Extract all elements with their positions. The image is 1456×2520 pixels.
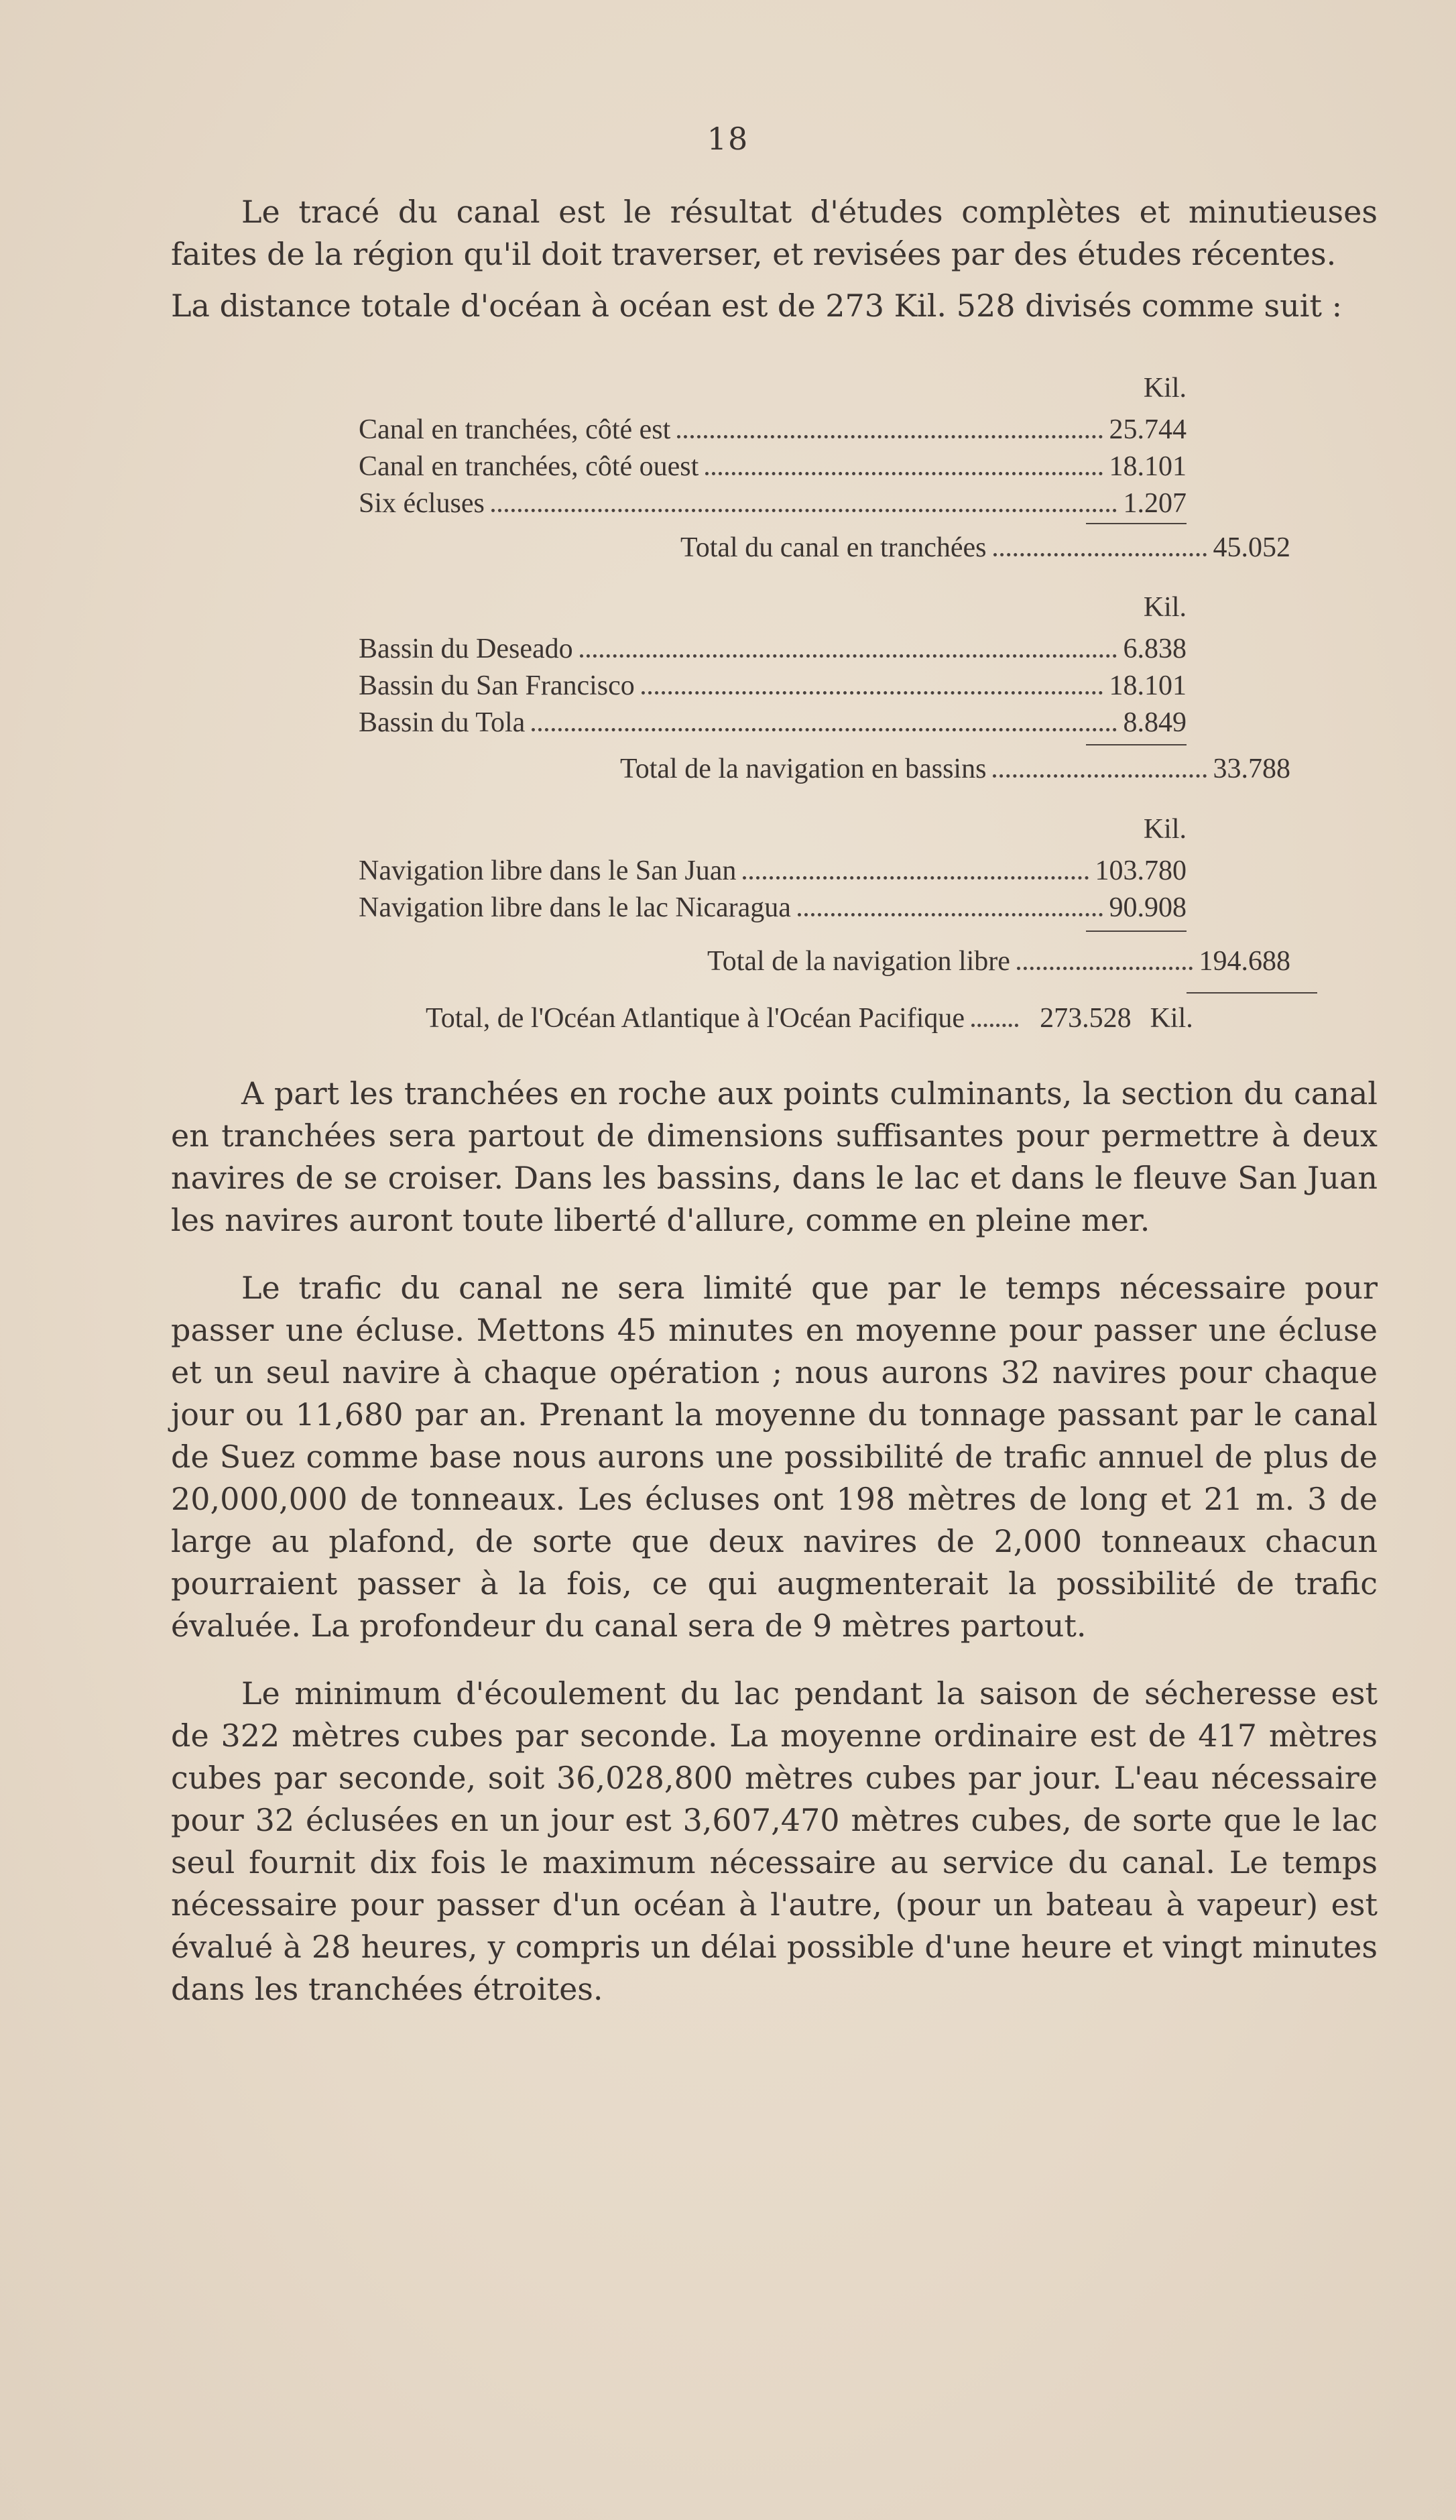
leader-dots: [993, 774, 1206, 778]
total-label: Total du canal en tranchées: [680, 532, 987, 563]
row-label: Six écluses: [359, 488, 485, 519]
table-row: [359, 892, 1187, 925]
subtotal-canal-tranchees: [680, 532, 1290, 565]
paragraph-ecoulement: Le minimum d'écoulement du lac pendant la saison de sécheresse est de 322 mètres cubes par seconde. La moyenne ordinaire est de 417 mètres cubes par seconde, soit 36,028,800 mètres cubes par jour. L'eau nécessaire pour 32 éclusées en un jour est 3,607,470 mètres cubes, de sorte que le lac seul fournit dix fois le maximum nécessaire au service du canal. Le temps nécessaire pour passer d'un océan à l'autre, (pour un bateau à vapeur) est évalué à 28 heures, y compris un délai possible d'une heure et vingt minutes dans les tranchées étroites.: [171, 1675, 1378, 2007]
leader-dots: [580, 654, 1117, 658]
total-label: Total de la navigation libre: [707, 946, 1010, 977]
page-number: 18: [707, 121, 749, 157]
leader-dots: [677, 435, 1102, 438]
grand-total-value: 273.528: [1040, 1003, 1132, 1034]
leader-dots: [743, 876, 1088, 880]
total-row: [707, 945, 1290, 979]
grand-total-label: Total, de l'Océan Atlantique à l'Océan Pacifique: [426, 1003, 965, 1034]
grand-total-rule: [1187, 992, 1317, 994]
leader-dots: [491, 509, 1117, 512]
table-navigation-libre: [359, 813, 1187, 947]
unit-header: Kil.: [1143, 592, 1187, 623]
leader-dots: [642, 691, 1103, 695]
leader-dots: [798, 913, 1103, 916]
table-row: [359, 487, 1187, 521]
leader-dots: [705, 472, 1102, 475]
unit-header: Kil.: [1143, 814, 1187, 845]
subtotal-rule: [1086, 931, 1187, 932]
leader-dots: [993, 553, 1207, 556]
table-row: [359, 855, 1187, 888]
row-label: Navigation libre dans le lac Nicaragua: [359, 892, 791, 923]
paragraph-section-canal: A part les tranchées en roche aux points culminants, la section du canal en tranchées sera partout de dimensions suffisantes pour permettre à deux navires de se croiser. Dans les bassins, dans le lac et dans le fleuve San Juan les navires auront toute liberté d'allure, comme en pleine mer.: [171, 1075, 1378, 1238]
grand-total: [426, 1002, 1364, 1036]
leader-dots: [1017, 967, 1193, 970]
subtotal-bassins: [620, 753, 1290, 786]
row-label: Canal en tranchées, côté ouest: [359, 451, 699, 482]
total-row: [620, 753, 1290, 786]
row-label: Bassin du Tola: [359, 707, 526, 738]
intro-section: [171, 191, 1378, 327]
row-label: Bassin du San Francisco: [359, 670, 635, 701]
grand-total-row: [426, 1002, 1364, 1036]
row-label: Navigation libre dans le San Juan: [359, 855, 737, 886]
intro-distance-line: La distance totale d'océan à océan est de 273 Kil. 528 divisés comme suit :: [171, 288, 1343, 324]
leader-dots: [532, 728, 1116, 731]
unit-header: Kil.: [1143, 373, 1187, 404]
total-row: [680, 532, 1290, 565]
subtotal-navigation-libre: [707, 945, 1290, 979]
body-paragraphs: [171, 1073, 1378, 2011]
table-row: [359, 633, 1187, 666]
grand-total-unit: Kil.: [1150, 1003, 1193, 1034]
row-label: Canal en tranchées, côté est: [359, 414, 671, 445]
row-value: 90.908: [1109, 892, 1187, 923]
table-row: [359, 414, 1187, 447]
table-row: [359, 451, 1187, 484]
row-value: 25.744: [1109, 414, 1187, 445]
row-label: Bassin du Deseado: [359, 634, 573, 664]
total-value: 33.788: [1213, 754, 1290, 784]
subtotal-rule: [1086, 744, 1187, 745]
row-value: 18.101: [1109, 451, 1187, 482]
row-value: 6.838: [1123, 634, 1187, 664]
row-value: 8.849: [1123, 707, 1187, 738]
row-value: 1.207: [1123, 488, 1187, 519]
total-label: Total de la navigation en bassins: [620, 754, 987, 784]
total-value: 194.688: [1199, 946, 1290, 977]
total-value: 45.052: [1213, 532, 1290, 563]
table-row: [359, 707, 1187, 740]
leader-dots: [971, 1024, 1018, 1027]
subtotal-rule: [1086, 523, 1187, 524]
paragraph-trafic: Le trafic du canal ne sera limité que par le temps nécessaire pour passer une écluse. Mettons 45 minutes en moyenne pour passer une écluse et un seul navire à chaque opération ; nous aurons 32 navires pour chaque jour ou 11,680 par an. Prenant la moyenne du tonnage passant par le canal de Suez comme base nous aurons une possibilité de trafic annuel de plus de 20,000,000 de tonneaux. Les écluses ont 198 mètres de long et 21 m. 3 de large au plafond, de sorte que deux navires de 2,000 tonneaux chacun pourraient passer à la fois, ce qui augmenterait la possibilité de trafic évaluée. La profondeur du canal sera de 9 mètres partout.: [171, 1270, 1378, 1644]
table-row: [359, 670, 1187, 703]
row-value: 103.780: [1095, 855, 1187, 886]
intro-paragraph: Le tracé du canal est le résultat d'études complètes et minutieuses faites de la région qu'il doit traverser, et revisées par des études récentes.: [171, 194, 1378, 272]
row-value: 18.101: [1109, 670, 1187, 701]
